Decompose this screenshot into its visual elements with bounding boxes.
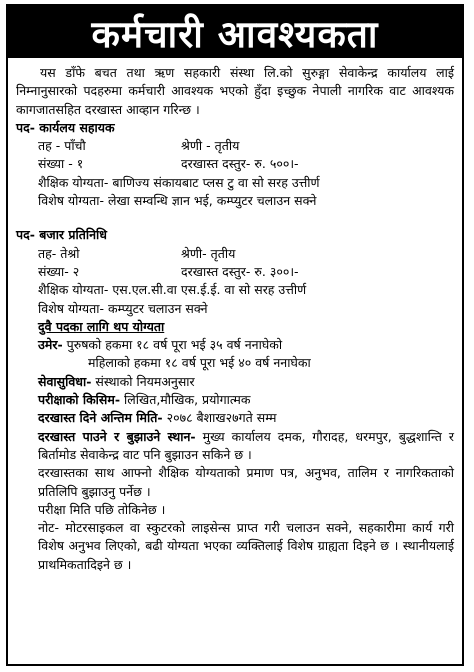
notice-body bbox=[8, 58, 462, 574]
documents-required: दरखास्तका साथ आफ्नो शैक्षिक योग्यताको प्रमाण पत्र, अनुभव, तालिम र नागरिकताको प्रतिलिपि बुझाउनु पर्नेछ । bbox=[38, 465, 454, 499]
post1-grade: श्रेणी - तृतीय bbox=[181, 138, 240, 154]
deadline-line bbox=[16, 409, 454, 427]
post2-heading: पद- बजार प्रतिनिधि bbox=[16, 227, 107, 243]
post2-fee: दरखास्त दस्तुर- रु. ३००।- bbox=[181, 263, 299, 279]
post1-level: तह - पाँचौ bbox=[38, 138, 86, 154]
post2-level: तह- तेश्रो bbox=[38, 245, 80, 261]
job-notice bbox=[6, 4, 464, 666]
post2-row-level bbox=[16, 245, 454, 263]
post1-fee: दरखास्त दस्तुर- रु. ५००।- bbox=[181, 156, 299, 172]
banner-title: कर्मचारी आवश्यकता bbox=[8, 6, 462, 58]
post1-row-level bbox=[16, 137, 454, 155]
benefits-text: संस्थाको नियमअनुसार bbox=[95, 373, 195, 389]
post1-heading: पद- कार्यलय सहायक bbox=[16, 119, 115, 135]
spacer bbox=[16, 210, 454, 226]
note-paragraph: नोट- मोटरसाइकल वा स्कुटरको लाइसेन्स प्राप्त गरी चलाउन सक्ने, सहकारीमा कार्य गरी विशेष अनुभव लिएको, बढी योग्यता भएका व्यक्तिलाई विशेष ग्राह्यता दिइने छ । स्थानीयलाई प्राथमिकतादिइने छ । bbox=[38, 520, 454, 572]
post2-grade: श्रेणी- तृतीय bbox=[181, 245, 236, 261]
exam-type-text: लिखित,मौखिक, प्रयोगात्मक bbox=[124, 392, 251, 408]
submission-place bbox=[16, 428, 454, 465]
age-male: पुरुषको हकमा १८ वर्ष पूरा भई ३५ वर्ष ननाघेको bbox=[66, 337, 283, 353]
exam-type-line bbox=[16, 391, 454, 409]
age-label: उमेर- bbox=[38, 337, 63, 353]
deadline-text: २०७८ बैशाख२७गते सम्म bbox=[166, 410, 277, 426]
deadline-label: दरखास्त दिने अन्तिम मिति- bbox=[38, 410, 163, 426]
submission-place-text: मुख्य कार्यालय दमक, गौरादह, धरमपुर, बुद्धशान्ति र बिर्तामोड सेवाकेन्द्र वाट पनि बुझाउन सकिने छ । bbox=[38, 428, 454, 462]
extra-qualification-heading: दुवै पदका लागि थप योग्यता bbox=[38, 318, 165, 334]
submission-place-label: दरखास्त पाउने र बुझाउने स्थान- bbox=[38, 428, 196, 444]
exam-date-note: परीक्षा मिति पछि तोकिनेछ । bbox=[38, 501, 166, 517]
post2-special: विशेष योग्यता- कम्प्युटर चलाउन सक्ने bbox=[38, 300, 208, 316]
post2-row-count bbox=[16, 263, 454, 281]
post1-special: विशेष योग्यता- लेखा सम्वन्धि ज्ञान भई, कम्प्युटर चलाउन सक्ने bbox=[38, 193, 317, 209]
benefits-line bbox=[16, 373, 454, 391]
intro-paragraph: यस डाँफे बचत तथा ऋण सहकारी संस्था लि.को सुरुङ्गा सेवाकेन्द्र कार्यालय लाई निम्नानुसारको पदहरुमा कर्मचारी आवश्यक भएको हुँदा इच्छुक नेपाली नागरिक वाट आवश्यक कागजातसहित दरखास्त आव्हान गरिन्छ । bbox=[16, 65, 454, 117]
post2-count: संख्या- २ bbox=[38, 263, 80, 279]
post1-count: संख्या - १ bbox=[38, 156, 84, 172]
age-female: महिलाको हकमा १८ वर्ष पूरा भई ४० वर्ष ननाघेका bbox=[88, 355, 311, 371]
post1-qualification: शैक्षिक योग्यता- बाणिज्य संकायबाट प्लस टु वा सो सरह उत्तीर्ण bbox=[38, 174, 320, 190]
post2-qualification: शैक्षिक योग्यता- एस.एल.सी.वा एस.ई.ई. वा सो सरह उत्तीर्ण bbox=[38, 282, 307, 298]
post1-row-count bbox=[16, 155, 454, 173]
exam-type-label: परीक्षाको किसिम- bbox=[38, 392, 121, 408]
age-male-line bbox=[16, 336, 454, 354]
benefits-label: सेवासुविधा- bbox=[38, 373, 92, 389]
